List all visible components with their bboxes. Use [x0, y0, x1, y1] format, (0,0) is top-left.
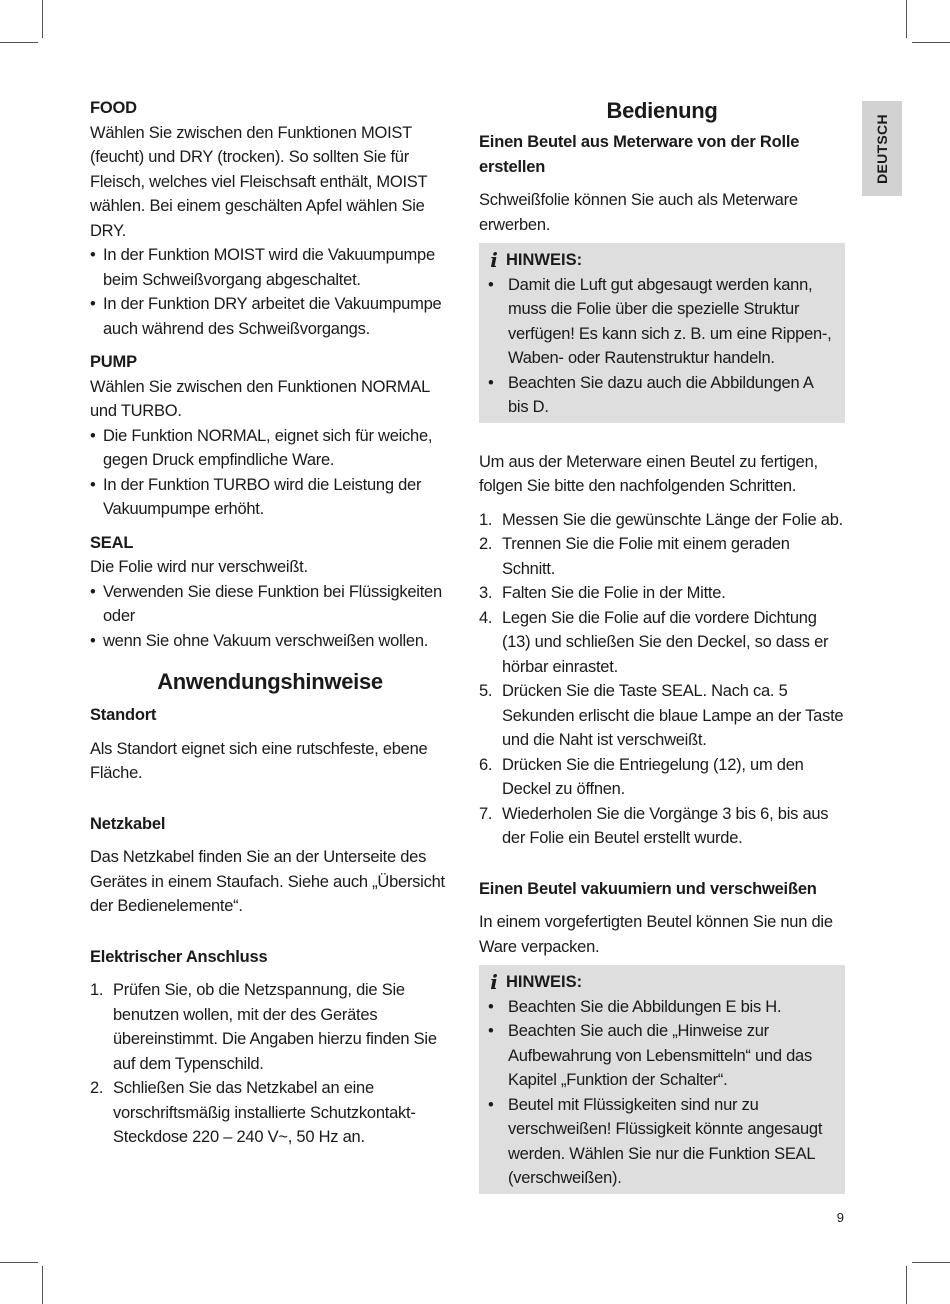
language-tab-label: DEUTSCH	[874, 113, 890, 184]
list-item: 2. Schließen Sie das Netzkabel an eine vorschriftsmäßig installierte Schutzkontakt-Steckdose 220 – 240 V~, 50 Hz an.	[90, 1079, 416, 1146]
pump-bullets	[90, 424, 450, 522]
list-item: • In der Funktion TURBO wird die Leistung der Vakuumpumpe erhöht.	[90, 473, 450, 522]
list-item: • Beachten Sie die Abbildungen E bis H.	[487, 995, 837, 1020]
crop-mark	[0, 42, 38, 43]
pump-section	[90, 350, 450, 522]
page-number: 9	[836, 1210, 844, 1225]
crop-mark	[912, 1262, 950, 1263]
list-item: • Damit die Luft gut abgesaugt werden kann, muss die Folie über die spezielle Struktur verfügen! Es kann sich z. B. um eine Rippen-, Waben- oder Rautenstruktur handeln.	[487, 273, 837, 371]
crop-mark	[42, 1266, 43, 1304]
list-item: 4. Legen Sie die Folie auf die vordere Dichtung (13) und schließen Sie den Deckel, so dass er hörbar einrastet.	[479, 608, 829, 676]
netzkabel-section	[90, 812, 450, 919]
seal-bullets	[90, 580, 450, 654]
netzkabel-title: Netzkabel	[90, 814, 166, 833]
anschluss-steps	[90, 978, 450, 1150]
food-text: Wählen Sie zwischen den Funktionen MOIST (feucht) und DRY (trocken). So sollten Sie für Fleisch, welches viel Fleischsaft enthält, MOIST wählen. Bei einem geschälten Apfel wählen Sie DRY.	[90, 123, 428, 240]
crop-mark	[42, 0, 43, 38]
hinweis-header: i HINWEIS:	[487, 970, 837, 995]
vakuum-text: In einem vorgefertigten Beutel können Sie nun die Ware verpacken.	[479, 913, 833, 956]
hinweis-box	[479, 965, 845, 1194]
hinweis-bullets	[487, 273, 837, 420]
list-item: • Beutel mit Flüssigkeiten sind nur zu verschweißen! Flüssigkeit könnte angesaugt werden. Wählen Sie nur die Funktion SEAL (verschweißen).	[487, 1093, 837, 1191]
pump-title: PUMP	[90, 353, 137, 371]
language-tab	[862, 101, 902, 196]
list-item: • Beachten Sie auch die „Hinweise zur Aufbewahrung von Lebensmitteln“ und das Kapitel „Funktion der Schalter“.	[487, 1019, 837, 1093]
list-item: • In der Funktion MOIST wird die Vakuumpumpe beim Schweißvorgang abgeschaltet.	[90, 243, 450, 292]
hinweis-bullets	[487, 995, 837, 1191]
meterware-steps	[479, 508, 845, 851]
pump-text: Wählen Sie zwischen den Funktionen NORMAL und TURBO.	[90, 377, 430, 420]
anwendungshinweise-heading: Anwendungshinweise	[157, 669, 383, 694]
food-title: FOOD	[90, 99, 137, 117]
crop-mark	[906, 1266, 907, 1304]
meterware-text: Schweißfolie können Sie auch als Meterware erwerben.	[479, 191, 798, 234]
list-item: 1. Messen Sie die gewünschte Länge der Folie ab.	[479, 510, 843, 529]
anschluss-section	[90, 945, 450, 1150]
hinweis-header: i HINWEIS:	[487, 248, 837, 273]
list-item: • Beachten Sie dazu auch die Abbildungen A bis D.	[487, 371, 837, 420]
meterware-intro: Um aus der Meterware einen Beutel zu fertigen, folgen Sie bitte den nachfolgenden Schritten.	[479, 452, 818, 495]
list-item: 3. Falten Sie die Folie in der Mitte.	[479, 584, 726, 602]
crop-mark	[906, 0, 907, 38]
list-item: • In der Funktion DRY arbeitet die Vakuumpumpe auch während des Schweißvorgangs.	[90, 292, 450, 341]
list-item: 6. Drücken Sie die Entriegelung (12), um den Deckel zu öffnen.	[479, 755, 804, 798]
seal-title: SEAL	[90, 533, 134, 552]
seal-text: Die Folie wird nur verschweißt.	[90, 558, 308, 576]
info-icon: i	[490, 970, 498, 995]
crop-mark	[912, 42, 950, 43]
list-item: • wenn Sie ohne Vakuum verschweißen wollen.	[90, 629, 450, 654]
vakuum-section	[479, 877, 845, 1194]
meterware-section	[479, 130, 845, 851]
list-item: 2. Trennen Sie die Folie mit einem geraden Schnitt.	[479, 535, 790, 578]
list-item: 5. Drücken Sie die Taste SEAL. Nach ca. 5 Sekunden erlischt die blaue Lampe an der Taste und die Naht ist verschweißt.	[479, 682, 844, 749]
left-column	[90, 96, 450, 1150]
list-item: • Verwenden Sie diese Funktion bei Flüssigkeiten oder	[90, 580, 450, 629]
food-section	[90, 96, 450, 341]
right-column	[479, 96, 845, 1194]
hinweis-box	[479, 243, 845, 423]
meterware-title: Einen Beutel aus Meterware von der Rolle erstellen	[479, 133, 800, 176]
netzkabel-text: Das Netzkabel finden Sie an der Unterseite des Gerätes in einem Staufach. Siehe auch „Übersicht der Bedienelemente“.	[90, 848, 445, 915]
standort-section	[90, 703, 450, 786]
crop-mark	[0, 1262, 38, 1263]
anschluss-title: Elektrischer Anschluss	[90, 947, 268, 966]
standort-title: Standort	[90, 706, 157, 724]
list-item: 7. Wiederholen Sie die Vorgänge 3 bis 6, bis aus der Folie ein Beutel erstellt wurde.	[479, 804, 829, 847]
seal-section	[90, 531, 450, 654]
vakuum-title: Einen Beutel vakuumiern und verschweißen	[479, 879, 817, 898]
standort-text: Als Standort eignet sich eine rutschfeste, ebene Fläche.	[90, 739, 428, 782]
info-icon: i	[490, 248, 498, 273]
list-item: 1. Prüfen Sie, ob die Netzspannung, die Sie benutzen wollen, mit der des Gerätes übereinstimmt. Die Angaben hierzu finden Sie auf dem Typenschild.	[90, 981, 437, 1073]
list-item: • Die Funktion NORMAL, eignet sich für weiche, gegen Druck empfindliche Ware.	[90, 424, 450, 473]
bedienung-heading: Bedienung	[606, 98, 718, 123]
food-bullets	[90, 243, 450, 341]
